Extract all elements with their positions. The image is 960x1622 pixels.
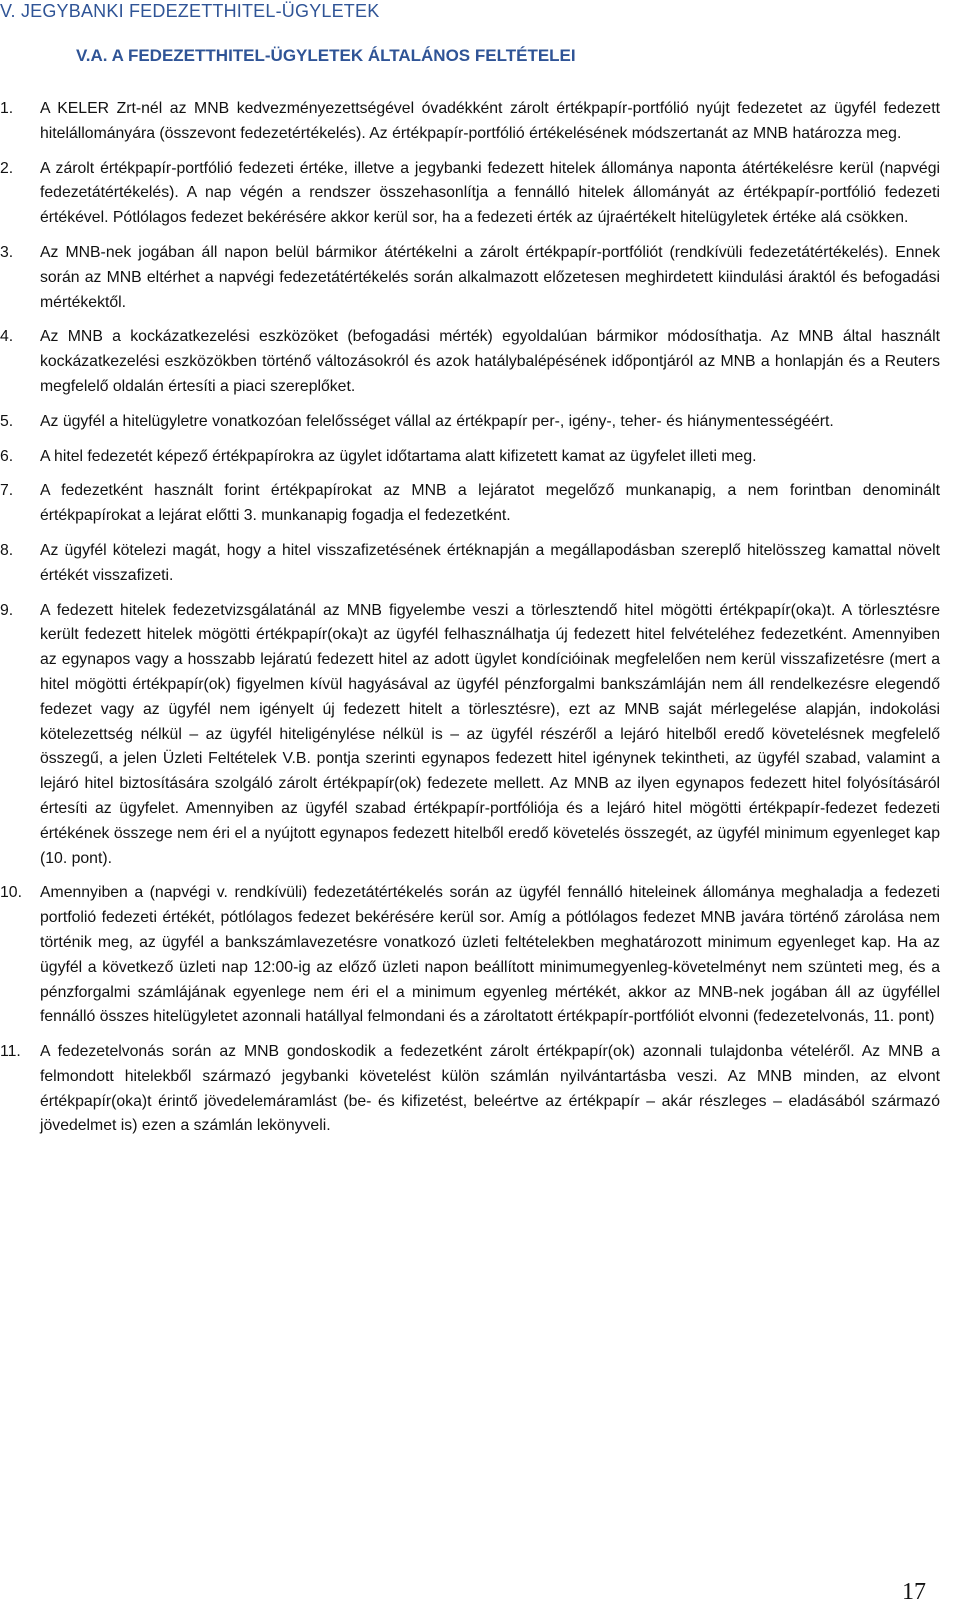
- list-item: [0, 445, 940, 470]
- item-text: Az MNB-nek jogában áll napon belül bármikor átértékelni a zárolt értékpapír-portfóliót (rendkívüli fedezetátértékelés). Ennek során az MNB eltérhet a napvégi fedezetátértékelés során alkalmazott előzetesen meghirdetett kiindulási áraktól és befogadási mértékektől.: [40, 243, 940, 311]
- numbered-list: [0, 97, 940, 1149]
- list-item: [0, 97, 940, 147]
- item-text: Amennyiben a (napvégi v. rendkívüli) fedezetátértékelés során az ügyfél fennálló hiteleinek állománya meghaladja a fedezeti portfolió fedezeti értékét, pótlólagos fedezet bekérésére kerül sor. Amíg a pótlólagos fedezet MNB javára történő zárolása nem történik meg, az ügyfél a bankszámlavezetésre vonatkozó üzleti feltételekben meghatározott minimum egyenleget kap. Ha az ügyfél a következő üzleti nap 12:00-ig az előző üzleti napon beállított minimumegyenleg-követelményt nem szünteti meg, és a pénzforgalmi számlájának egyenlege nem éri el a minimum egyenleg mértékét, akkor az MNB-nek jogában áll az ügyféllel fennálló összes hitelügyletet azonnali hatállyal felmondani és a zároltatott értékpapír-portfóliót elvonni (fedezetelvonás, 11. pont): [40, 884, 940, 1026]
- item-text: A hitel fedezetét képező értékpapírokra az ügylet időtartama alatt kifizetett kamat az ügyfelet illeti meg.: [40, 447, 757, 465]
- item-number: 1.: [0, 100, 14, 117]
- item-text: A zárolt értékpapír-portfólió fedezeti értéke, illetve a jegybanki fedezett hitelek állománya naponta átértékelésre kerül (napvégi fedezetátértékelés). A nap végén a rendszer összehasonlítja a fennálló hitelek állományát az értékpapír-portfólió fedezeti értékével. Pótlólagos fedezet bekérésére akkor kerül sor, ha a fedezeti érték az újraértékelt hitelügyletek értéke alá csökken.: [40, 159, 940, 227]
- list-item: [0, 539, 940, 589]
- list-item: [0, 241, 940, 315]
- list-item: [0, 157, 940, 231]
- item-number: 9.: [0, 601, 14, 619]
- list-item: [0, 479, 940, 529]
- item-text: A fedezetelvonás során az MNB gondoskodik a fedezetként zárolt értékpapír(ok) azonnali tulajdonba vételéről. Az MNB a felmondott hitelekből származó jegybanki követelést külön számlán nyilvántartásba veszi. Az MNB minden, az elvont értékpapír(oka)t érintő jövedelemáramlást (be- és kifizetést, beleértve az értékpapír – akár részleges – eladásából származó jövedelmet is) ezen a számlán lekönyveli.: [40, 1043, 940, 1135]
- item-text: A KELER Zrt-nél az MNB kedvezményezettségével óvadékként zárolt értékpapír-portfólió nyújt fedezetet az ügyfél fedezett hitelállományára (összevont fedezetértékelés). Az értékpapír-portfólió értékelésének módszertanát az MNB határozza meg.: [40, 100, 940, 142]
- item-text: A fedezett hitelek fedezetvizsgálatánál az MNB figyelembe veszi a törlesztendő hitel mögötti értékpapír(oka)t. A törlesztésre került fedezett hitelek mögötti értékpapír(oka)t az ügyfél felhasználhatja új fedezett hitel felvételéhez fedezetként. Amennyiben az egynapos vagy a hosszabb lejáratú fedezett hitel az adott ügylet kondícióinak megfelelően nem kerül visszafizetésre (mert a hitel mögötti értékpapír(ok) figyelmen kívül hagyásával az ügyfél pénzforgalmi bankszámláján nem áll rendelkezésre elegendő fedezet vagy az ügyfél nem igényelt új fedezett hitelt a törlesztésre), ezt az MNB saját mérlegelése alapján, indokolási kötelezettség nélkül – az ügyfél hiteligénylése nélkül is – az ügyfél részéről a lejáró hitelből eredő követelésnek megfelelő összegű, a jelen Üzleti Feltételek V.B. pontja szerinti egynapos fedezett hitel igénynek tekintheti, az ügyfél szabad, valamint a lejáró hitel biztosítására szolgáló zárolt értékpapír(ok) fedezete mellett. Az MNB az ilyen egynapos fedezett hitel folyósításáról értesíti az ügyfelet. Amennyiben az ügyfél szabad értékpapír-portfóliója és a lejáró hitel mögötti értékpapír-fedezet fedezeti értékének összege nem éri el a nyújtott egynapos fedezett hitelből eredő követelés összegét, az ügyfél minimum egyenleget kap (10. pont).: [40, 601, 940, 867]
- item-number: 2.: [0, 159, 14, 177]
- list-item: [0, 1040, 940, 1139]
- list-item: [0, 599, 940, 872]
- chapter-title: V. JEGYBANKI FEDEZETTHITEL-ÜGYLETEK: [0, 1, 380, 21]
- item-text: Az ügyfél a hitelügyletre vonatkozóan felelősséget vállal az értékpapír per-, igény-, teher- és hiánymentességéért.: [40, 412, 834, 430]
- section-title: V.A. A FEDEZETTHITEL-ÜGYLETEK ÁLTALÁNOS FELTÉTELEI: [76, 46, 576, 65]
- item-number: 5.: [0, 412, 14, 430]
- item-number: 4.: [0, 328, 14, 346]
- item-number: 7.: [0, 482, 14, 500]
- item-number: 11.: [0, 1043, 21, 1061]
- list-item: [0, 410, 940, 435]
- item-number: 6.: [0, 447, 14, 465]
- list-item: [0, 881, 940, 1030]
- item-text: A fedezetként használt forint értékpapírokat az MNB a lejáratot megelőző munkanapig, a nem forintban denominált értékpapírokat a lejárat előtti 3. munkanapig fogadja el fedezetként.: [40, 482, 940, 525]
- item-number: 3.: [0, 243, 14, 261]
- item-text: Az ügyfél kötelezi magát, hogy a hitel visszafizetésének értéknapján a megállapodásban szereplő hitelösszeg kamattal növelt értékét visszafizeti.: [40, 541, 940, 584]
- item-number: 8.: [0, 541, 14, 559]
- item-number: 10.: [0, 884, 22, 902]
- page-number: 17: [902, 1579, 926, 1605]
- list-item: [0, 325, 940, 399]
- item-text: Az MNB a kockázatkezelési eszközöket (befogadási mérték) egyoldalúan bármikor módosíthatja. Az MNB által használt kockázatkezelési eszközökben történő változásokról és azok hatálybalépésének időpontjáról az MNB a honlapján és a Reuters megfelelő oldalán értesíti a piaci szereplőket.: [40, 328, 940, 395]
